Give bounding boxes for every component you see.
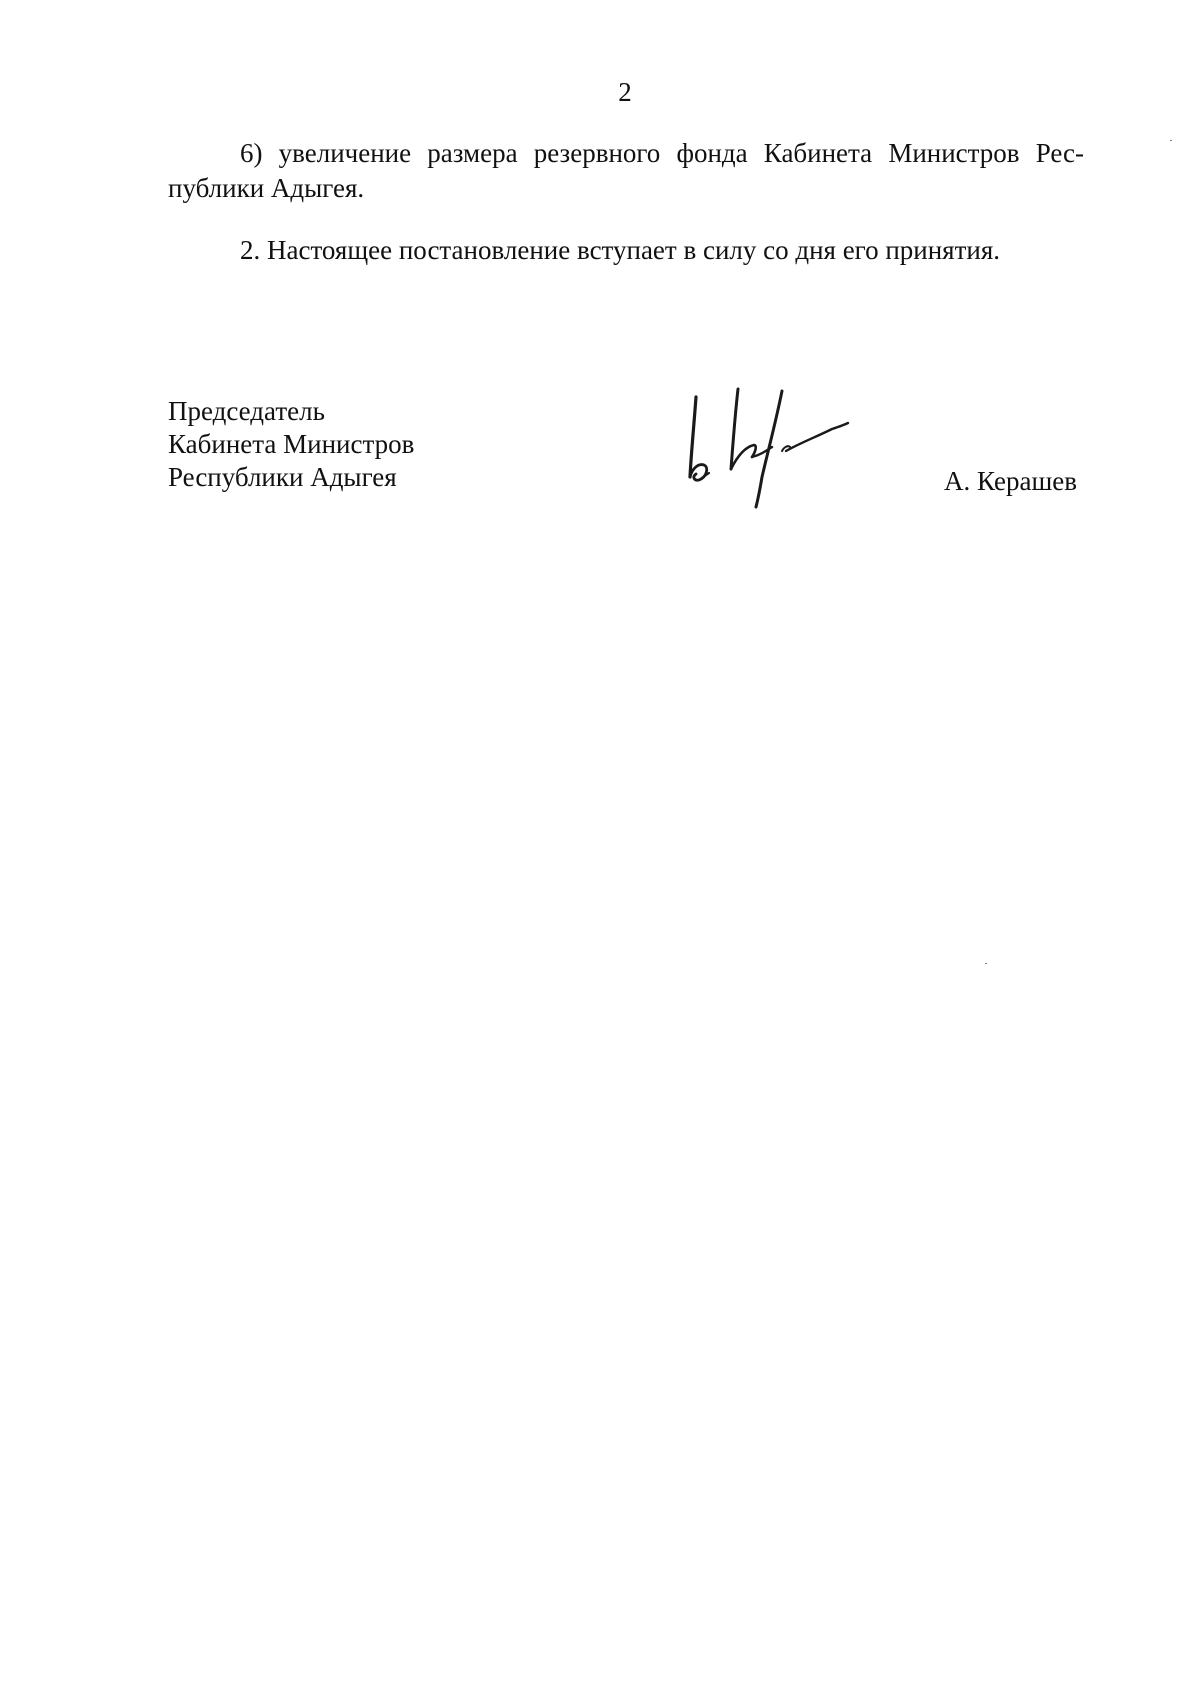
signatory-title-line: Республики Адыгея — [168, 462, 397, 492]
paragraph-item-6: 6) увеличение размера резервного фонда Кабинета Министров Республики Адыгея. — [168, 138, 1084, 203]
signatory-title-line: Кабинета Министров — [168, 429, 415, 459]
handwritten-signature — [682, 385, 852, 510]
page-number: 2 — [618, 77, 632, 107]
scan-speck — [1170, 140, 1172, 141]
signatory-title-line: Председатель — [168, 396, 325, 426]
paragraph-item-2: 2. Настоящее постановление вступает в силу со дня его принятия. — [240, 235, 1001, 265]
signatory-title — [168, 395, 414, 494]
scan-speck — [985, 963, 987, 964]
signatory-name: А. Керашев — [944, 466, 1077, 496]
